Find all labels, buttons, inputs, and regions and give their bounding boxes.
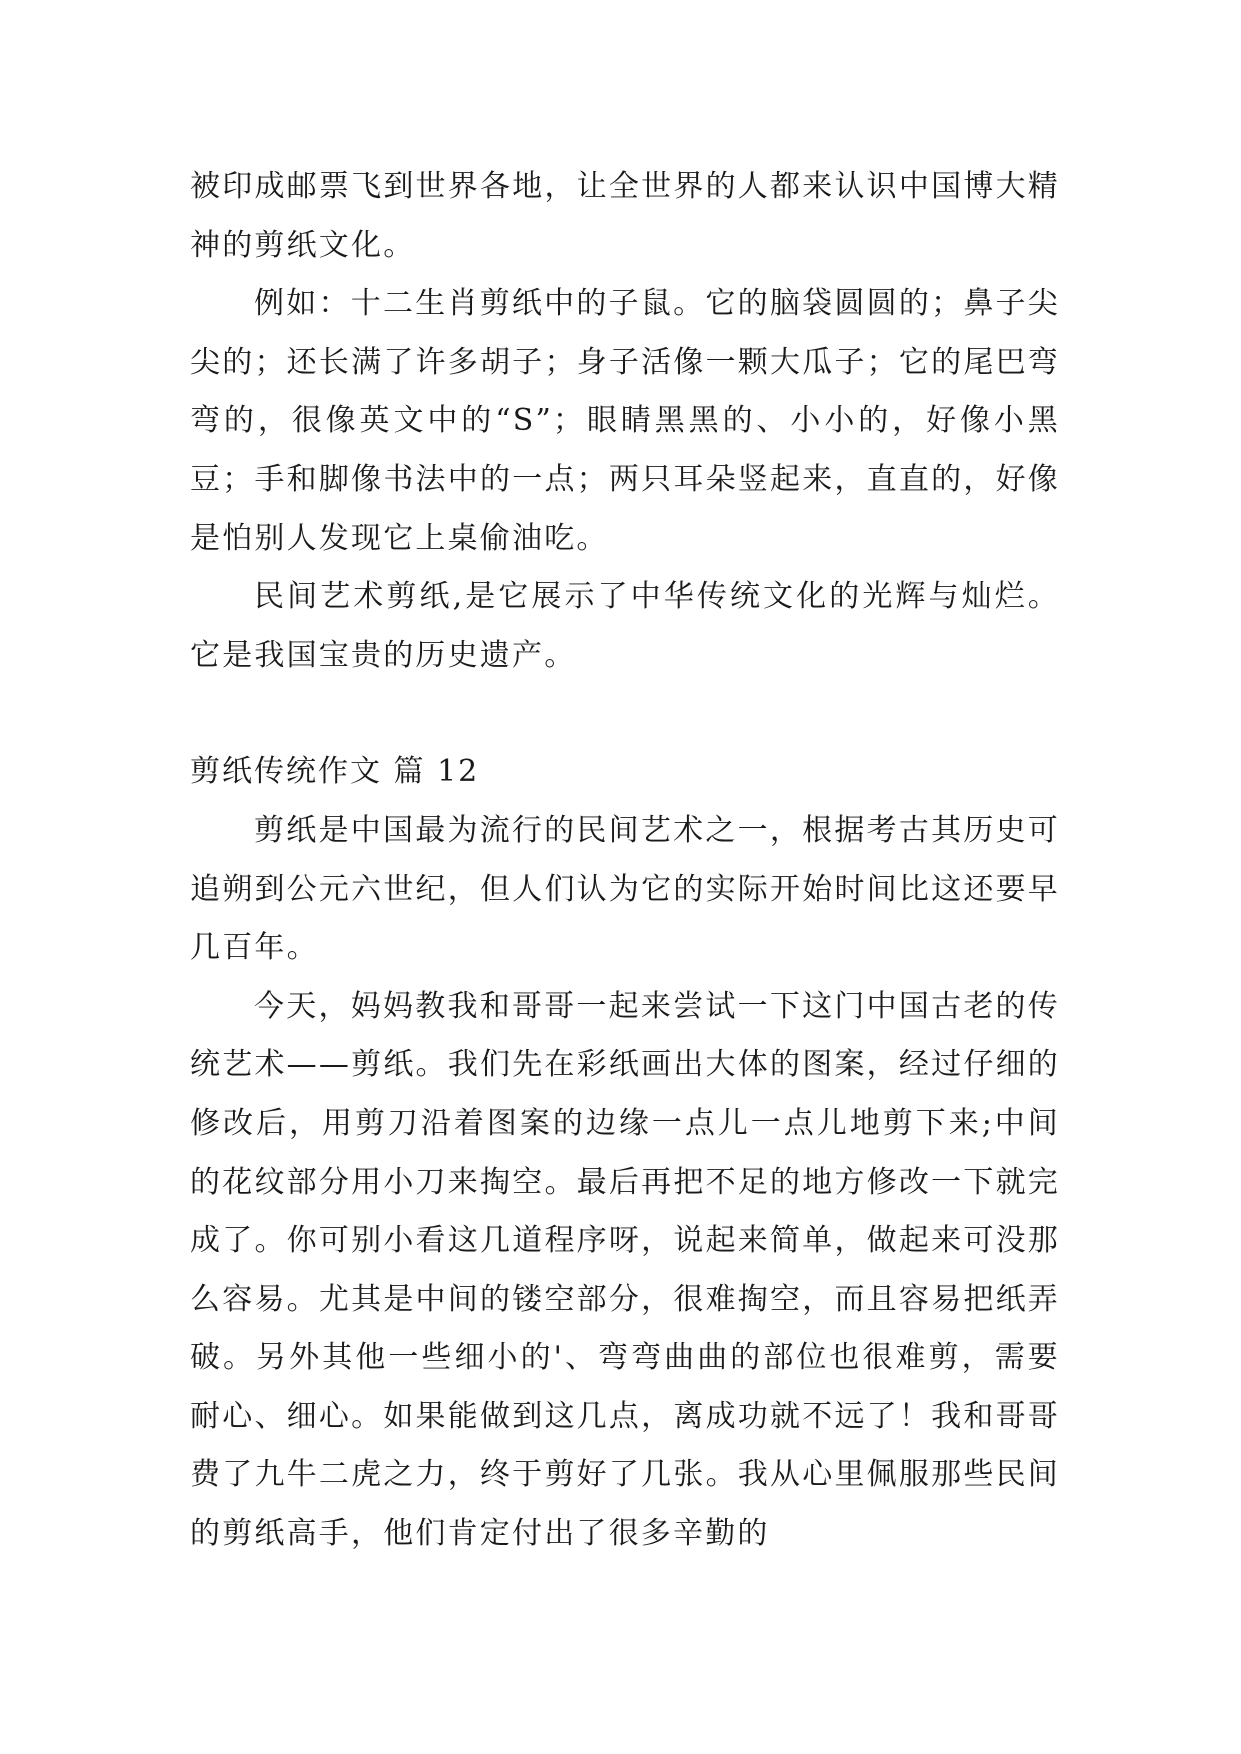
paragraph-zodiac-rat: 例如：十二生肖剪纸中的子鼠。它的脑袋圆圆的；鼻子尖尖的；还长满了许多胡子；身子活像一颗大瓜子；它的尾巴弯弯的，很像英文中的“S”；眼睛黑黑的、小小的，好像小黑豆；手和脚像书法中的一点；两只耳朵竖起来，直直的，好像是怕别人发现它上桌偷油吃。 [190, 286, 1060, 556]
paragraph-experience: 今天，妈妈教我和哥哥一起来尝试一下这门中国古老的传统艺术——剪纸。我们先在彩纸画出大体的图案，经过仔细的修改后，用剪刀沿着图案的边缘一点儿一点儿地剪下来;中间的花纹部分用小刀来掏空。最后再把不足的地方修改一下就完成了。你可别小看这几道程序呀，说起来简单，做起来可没那么容易。尤其是中间的镂空部分，很难掏空，而且容易把纸弄破。另外其他一些细小的'、弯弯曲曲的部位也很难剪，需要耐心、细心。如果能做到这几点，离成功就不远了！我和哥哥费了九牛二虎之力，终于剪好了几张。我从心里佩服那些民间的剪纸高手，他们肯定付出了很多辛勤的 [190, 988, 1060, 1552]
paragraph-history: 剪纸是中国最为流行的民间艺术之一，根据考古其历史可追朔到公元六世纪，但人们认为它的实际开始时间比这还要早几百年。 [190, 812, 1060, 966]
section-heading: 剪纸传统作文 篇 12 [190, 754, 480, 790]
paragraph-continued: 被印成邮票飞到世界各地，让全世界的人都来认识中国博大精神的剪纸文化。 [190, 169, 1060, 263]
paragraph-heritage: 民间艺术剪纸,是它展示了中华传统文化的光辉与灿烂。它是我国宝贵的历史遗产。 [190, 579, 1060, 673]
document-page [190, 158, 1060, 1564]
